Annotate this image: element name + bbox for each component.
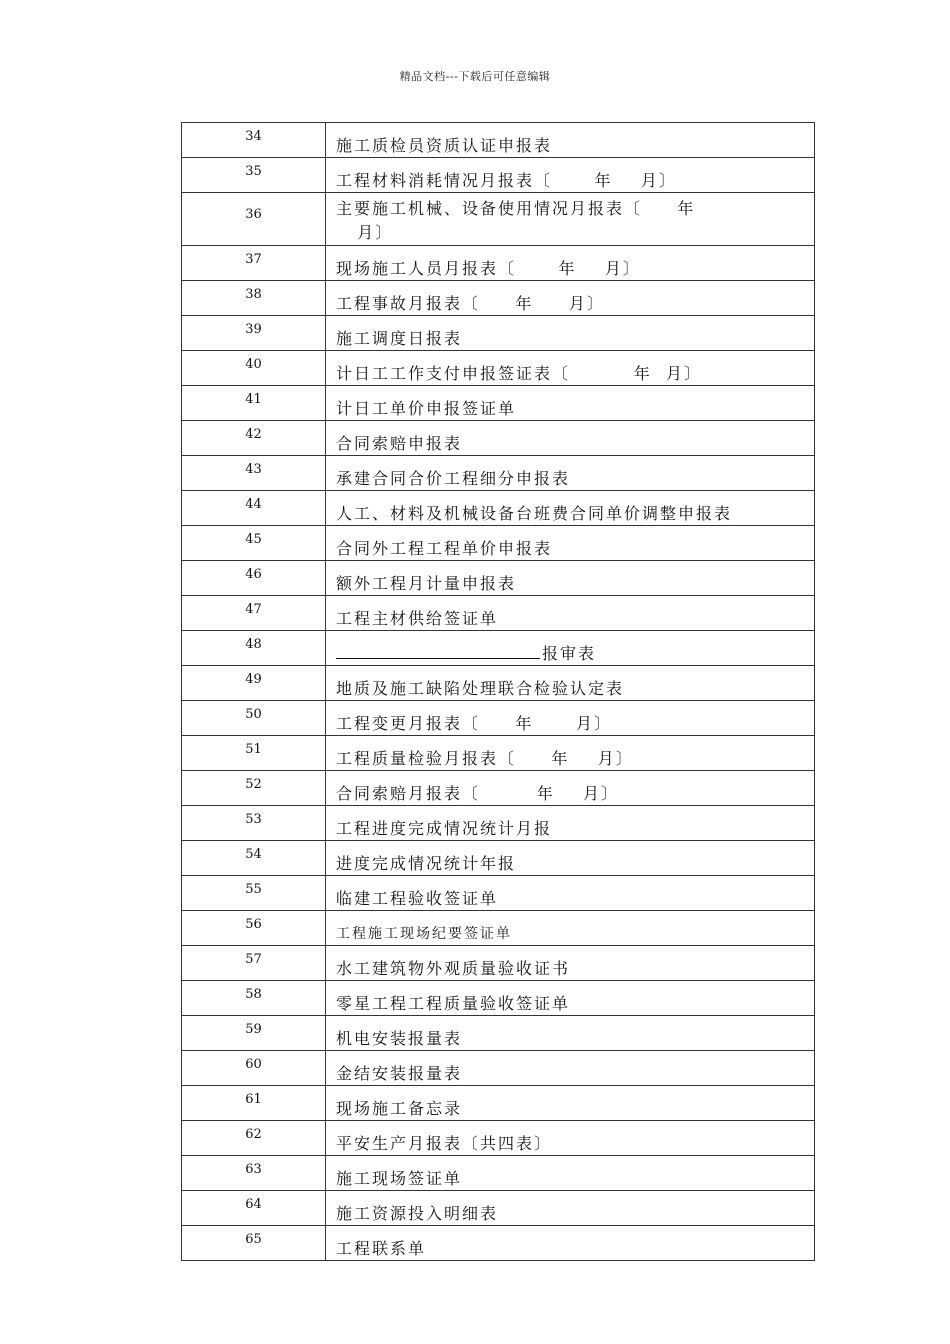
form-name-cell <box>326 386 815 421</box>
row-number-cell <box>182 561 326 596</box>
row-number: 46 <box>245 567 262 582</box>
form-name-cell <box>326 123 815 158</box>
row-number-cell <box>182 1156 326 1191</box>
form-name-line <box>326 386 814 419</box>
table-row <box>182 596 815 631</box>
form-name-cell <box>326 631 815 666</box>
form-name-cell <box>326 421 815 456</box>
row-number: 38 <box>245 287 262 302</box>
form-name: 计日工单价申报签证单 <box>336 399 517 418</box>
form-name-cell <box>326 246 815 281</box>
row-number: 60 <box>245 1057 262 1072</box>
form-name-line <box>326 841 814 874</box>
row-number-cell <box>182 123 326 158</box>
form-name: 现场施工人员月报表〔 年 月〕 <box>336 259 641 278</box>
form-name: 施工质检员资质认证申报表 <box>336 136 553 155</box>
form-name-cell <box>326 351 815 386</box>
table-row <box>182 526 815 561</box>
row-number: 42 <box>245 427 262 442</box>
table-row <box>182 561 815 596</box>
row-number-cell <box>182 911 326 946</box>
row-number: 64 <box>245 1197 262 1212</box>
form-name-line <box>326 771 814 804</box>
form-name-cell <box>326 193 815 246</box>
row-number: 44 <box>245 497 262 512</box>
table-row <box>182 421 815 456</box>
form-name-cell <box>326 1121 815 1156</box>
form-name: 进度完成情况统计年报 <box>336 854 517 873</box>
form-name-line <box>326 736 814 769</box>
form-name: 报审表 <box>542 644 597 663</box>
form-name-line <box>326 596 814 629</box>
form-name-line <box>326 806 814 839</box>
row-number: 41 <box>245 392 262 407</box>
form-name-line <box>326 911 814 944</box>
form-name-cell <box>326 911 815 946</box>
table-row <box>182 771 815 806</box>
fill-in-blank-line <box>336 644 540 659</box>
table-row <box>182 316 815 351</box>
row-number-cell <box>182 1191 326 1226</box>
form-name: 地质及施工缺陷处理联合检验认定表 <box>336 679 625 698</box>
row-number-cell <box>182 946 326 981</box>
row-number: 36 <box>245 207 262 222</box>
form-name-cell <box>326 1086 815 1121</box>
form-name: 零星工程工程质量验收签证单 <box>336 994 571 1013</box>
form-name-cell <box>326 736 815 771</box>
form-name-cell <box>326 981 815 1016</box>
table-row <box>182 246 815 281</box>
row-number-cell <box>182 806 326 841</box>
form-name-cell <box>326 1051 815 1086</box>
form-name-line <box>326 876 814 909</box>
row-number-cell <box>182 1016 326 1051</box>
form-name: 合同外工程工程单价申报表 <box>336 539 553 558</box>
form-name: 人工、材料及机械设备台班费合同单价调整申报表 <box>336 504 733 523</box>
form-name: 工程材料消耗情况月报表〔 年 月〕 <box>336 171 677 190</box>
row-number-cell <box>182 771 326 806</box>
row-number-cell <box>182 596 326 631</box>
form-name-line <box>326 246 814 279</box>
table-row <box>182 981 815 1016</box>
form-name: 临建工程验收签证单 <box>336 889 499 908</box>
form-name-line <box>326 281 814 314</box>
table-row <box>182 1156 815 1191</box>
form-name: 计日工工作支付申报签证表〔 年 月〕 <box>336 364 702 383</box>
form-name-line <box>326 946 814 979</box>
form-name-line <box>326 701 814 734</box>
row-number-cell <box>182 526 326 561</box>
form-name-line <box>326 631 814 664</box>
table-row <box>182 123 815 158</box>
forms-table <box>181 122 815 1261</box>
form-name: 平安生产月报表〔共四表〕 <box>336 1134 553 1153</box>
row-number: 50 <box>245 707 262 722</box>
row-number-cell <box>182 281 326 316</box>
row-number: 47 <box>245 602 262 617</box>
row-number-cell <box>182 981 326 1016</box>
row-number: 61 <box>245 1092 262 1107</box>
form-name: 工程变更月报表〔 年 月〕 <box>336 714 612 733</box>
row-number: 59 <box>245 1022 262 1037</box>
row-number-cell <box>182 1086 326 1121</box>
row-number-cell <box>182 246 326 281</box>
table-row <box>182 456 815 491</box>
row-number: 35 <box>245 164 262 179</box>
form-name: 金结安装报量表 <box>336 1064 463 1083</box>
form-name: 施工现场签证单 <box>336 1169 463 1188</box>
table-row <box>182 386 815 421</box>
table-row <box>182 281 815 316</box>
table-row <box>182 841 815 876</box>
form-name-cell <box>326 561 815 596</box>
form-name: 工程事故月报表〔 年 月〕 <box>336 294 605 313</box>
table-row <box>182 1086 815 1121</box>
form-name: 工程联系单 <box>336 1239 427 1258</box>
row-number-cell <box>182 666 326 701</box>
form-name: 主要施工机械、设备使用情况月报表〔 年 月〕 <box>336 199 696 242</box>
form-name: 工程主材供给签证单 <box>336 609 499 628</box>
table-row <box>182 1051 815 1086</box>
row-number-cell <box>182 876 326 911</box>
form-name-cell <box>326 491 815 526</box>
form-name-line <box>326 456 814 489</box>
form-name: 现场施工备忘录 <box>336 1099 463 1118</box>
form-name-line <box>326 1086 814 1119</box>
table-row <box>182 736 815 771</box>
row-number-cell <box>182 421 326 456</box>
form-name-line <box>326 123 814 156</box>
form-name-line <box>326 351 814 384</box>
table-row <box>182 491 815 526</box>
row-number: 51 <box>245 742 262 757</box>
form-name-line <box>326 316 814 349</box>
form-name-cell <box>326 806 815 841</box>
row-number-cell <box>182 1121 326 1156</box>
row-number-cell <box>182 1226 326 1261</box>
form-name-cell <box>326 876 815 911</box>
form-name: 施工调度日报表 <box>336 329 463 348</box>
form-name-cell <box>326 841 815 876</box>
table-row <box>182 1226 815 1261</box>
row-number-cell <box>182 316 326 351</box>
row-number-cell <box>182 193 326 246</box>
table-row <box>182 876 815 911</box>
row-number-cell <box>182 736 326 771</box>
row-number-cell <box>182 841 326 876</box>
table-row <box>182 1121 815 1156</box>
table-row <box>182 1191 815 1226</box>
row-number: 63 <box>245 1162 262 1177</box>
form-name-cell <box>326 596 815 631</box>
table-row <box>182 158 815 193</box>
form-name-line <box>326 981 814 1014</box>
row-number-cell <box>182 351 326 386</box>
form-name: 工程进度完成情况统计月报 <box>336 819 553 838</box>
form-name: 工程质量检验月报表〔 年 月〕 <box>336 749 634 768</box>
page-header: 精品文档---下载后可任意编辑 <box>399 70 551 83</box>
row-number: 45 <box>245 532 262 547</box>
table-row <box>182 911 815 946</box>
row-number: 37 <box>245 252 262 267</box>
form-name: 合同索赔申报表 <box>336 434 463 453</box>
form-name-line <box>326 526 814 559</box>
row-number: 49 <box>245 672 262 687</box>
row-number-cell <box>182 701 326 736</box>
form-name-line <box>326 1121 814 1154</box>
form-name-line <box>326 1016 814 1049</box>
row-number: 48 <box>245 637 262 652</box>
form-name: 水工建筑物外观质量验收证书 <box>336 959 571 978</box>
form-name-cell <box>326 1226 815 1261</box>
table-row <box>182 631 815 666</box>
form-name-cell <box>326 666 815 701</box>
row-number: 43 <box>245 462 262 477</box>
table-row <box>182 666 815 701</box>
form-name-cell <box>326 1016 815 1051</box>
form-name-cell <box>326 281 815 316</box>
form-name-line <box>326 666 814 699</box>
form-name: 合同索赔月报表〔 年 月〕 <box>336 784 620 803</box>
table-row <box>182 193 815 246</box>
table-row <box>182 806 815 841</box>
form-name-line <box>326 1226 814 1259</box>
form-name: 工程施工现场纪要签证单 <box>336 926 512 942</box>
form-name-cell <box>326 456 815 491</box>
form-name-cell <box>326 701 815 736</box>
row-number: 55 <box>245 882 262 897</box>
table-row <box>182 1016 815 1051</box>
row-number-cell <box>182 1051 326 1086</box>
form-name-line <box>326 1156 814 1189</box>
form-name-line <box>326 1051 814 1084</box>
row-number: 57 <box>245 952 262 967</box>
form-name-cell <box>326 771 815 806</box>
table-row <box>182 946 815 981</box>
row-number: 40 <box>245 357 262 372</box>
row-number: 39 <box>245 322 262 337</box>
table-row <box>182 351 815 386</box>
form-name-cell <box>326 1191 815 1226</box>
form-name-line <box>326 1191 814 1224</box>
row-number-cell <box>182 631 326 666</box>
form-name-cell <box>326 946 815 981</box>
row-number: 62 <box>245 1127 262 1142</box>
form-name-cell <box>326 316 815 351</box>
row-number-cell <box>182 386 326 421</box>
form-name: 施工资源投入明细表 <box>336 1204 499 1223</box>
form-name-cell <box>326 1156 815 1191</box>
row-number: 65 <box>245 1232 262 1247</box>
form-name: 机电安装报量表 <box>336 1029 463 1048</box>
row-number: 56 <box>245 917 262 932</box>
row-number: 54 <box>245 847 262 862</box>
form-name-line <box>326 158 814 191</box>
row-number: 52 <box>245 777 262 792</box>
table-row <box>182 701 815 736</box>
form-name-cell <box>326 526 815 561</box>
form-name-line <box>326 193 814 245</box>
row-number: 58 <box>245 987 262 1002</box>
row-number: 53 <box>245 812 262 827</box>
form-name: 额外工程月计量申报表 <box>336 574 517 593</box>
form-name-line <box>326 561 814 594</box>
row-number-cell <box>182 456 326 491</box>
row-number: 34 <box>245 129 262 144</box>
row-number-cell <box>182 491 326 526</box>
form-name-line <box>326 421 814 454</box>
form-name-line <box>326 491 814 524</box>
row-number-cell <box>182 158 326 193</box>
form-name-cell <box>326 158 815 193</box>
form-name: 承建合同合价工程细分申报表 <box>336 469 571 488</box>
